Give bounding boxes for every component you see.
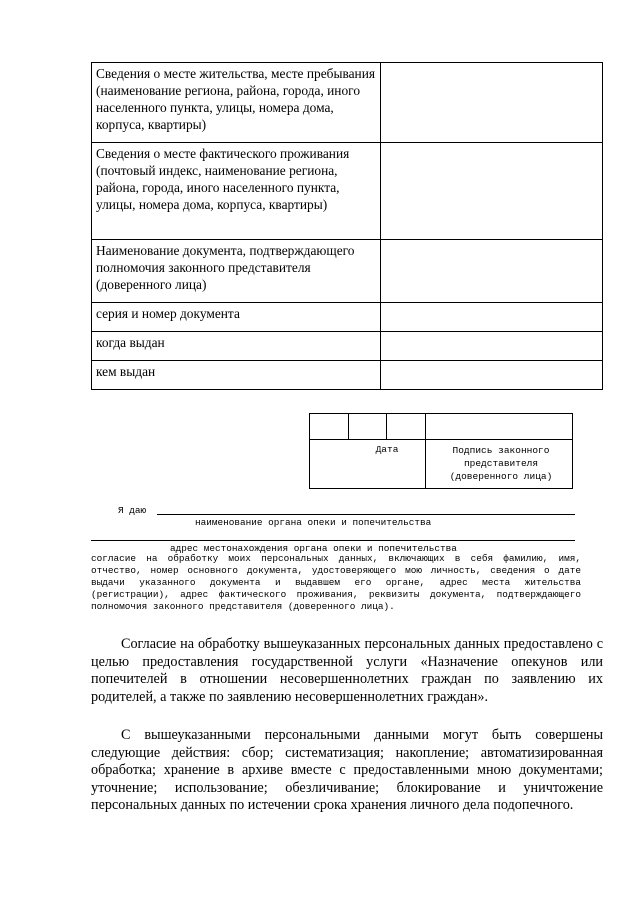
row-label: когда выдан xyxy=(92,332,381,361)
date-label: Дата xyxy=(375,444,399,455)
table-row xyxy=(92,143,603,240)
row-value-field[interactable] xyxy=(381,63,603,143)
row-value-field[interactable] xyxy=(381,143,603,240)
table-row xyxy=(92,240,603,303)
ya-day-text: Я даю xyxy=(118,505,147,516)
row-label: Наименование документа, подтверждающего полномочия законного представителя (доверенного лица) xyxy=(92,240,381,303)
row-label: кем выдан xyxy=(92,361,381,390)
row-value-field[interactable] xyxy=(381,240,603,303)
date-cells-row[interactable] xyxy=(310,414,572,440)
table-row xyxy=(92,303,603,332)
org-address-fill-line[interactable] xyxy=(91,540,575,541)
row-label: Сведения о месте жительства, месте пребывания (наименование региона, района, города, иного населенного пункта, улицы, номера дома, корпуса, квартиры) xyxy=(92,63,381,143)
row-label: Сведения о месте фактического проживания (почтовый индекс, наименование региона, района, города, иного населенного пункта, улицы, номера дома, корпуса, квартиры) xyxy=(92,143,381,240)
consent-actions-paragraph: С вышеуказанными персональными данными могут быть совершены следующие действия: сбор; систематизация; накопление; автоматизированная обработка; хранение в архиве вместе с предоставленными мною документами; уточнение; использование; обезличивание; блокирование и уничтожение персональных данных по истечении срока хранения личного дела подопечного. xyxy=(91,727,603,814)
org-name-fill-line[interactable] xyxy=(157,514,575,515)
table-row xyxy=(92,63,603,143)
consent-body-text: согласие на обработку моих персональных данных, включающих в себя фамилию, имя, отчество, номер основного документа, удостоверяющего мою личность, сведения о дате выдачи указанного документа и выдавшем его органе, адрес места жительства (регистрации), адрес фактического проживания, реквизиты документа, подтверждающего полномочия законного представителя (доверенного лица). xyxy=(91,553,581,613)
table-row xyxy=(92,361,603,390)
org-name-caption: наименование органа опеки и попечительства xyxy=(195,517,432,528)
row-value-field[interactable] xyxy=(381,332,603,361)
row-value-field[interactable] xyxy=(381,303,603,332)
date-cell-divider xyxy=(386,414,387,439)
org-address-caption: адрес местонахождения органа опеки и попечительства xyxy=(170,543,457,554)
personal-data-table xyxy=(91,62,603,390)
signature-label: Подпись законного представителя (доверенного лица) xyxy=(449,445,553,482)
row-value-field[interactable] xyxy=(381,361,603,390)
date-cell-divider xyxy=(348,414,349,439)
consent-purpose-paragraph: Согласие на обработку вышеуказанных персональных данных предоставлено с целью предоставления государственной услуги «Назначение опекунов или попечителей в отношении несовершеннолетних граждан по заявлению их родителей, а также по заявлению несовершеннолетних граждан». xyxy=(91,636,603,705)
date-signature-box xyxy=(309,413,573,489)
row-label: серия и номер документа xyxy=(92,303,381,332)
table-row xyxy=(92,332,603,361)
